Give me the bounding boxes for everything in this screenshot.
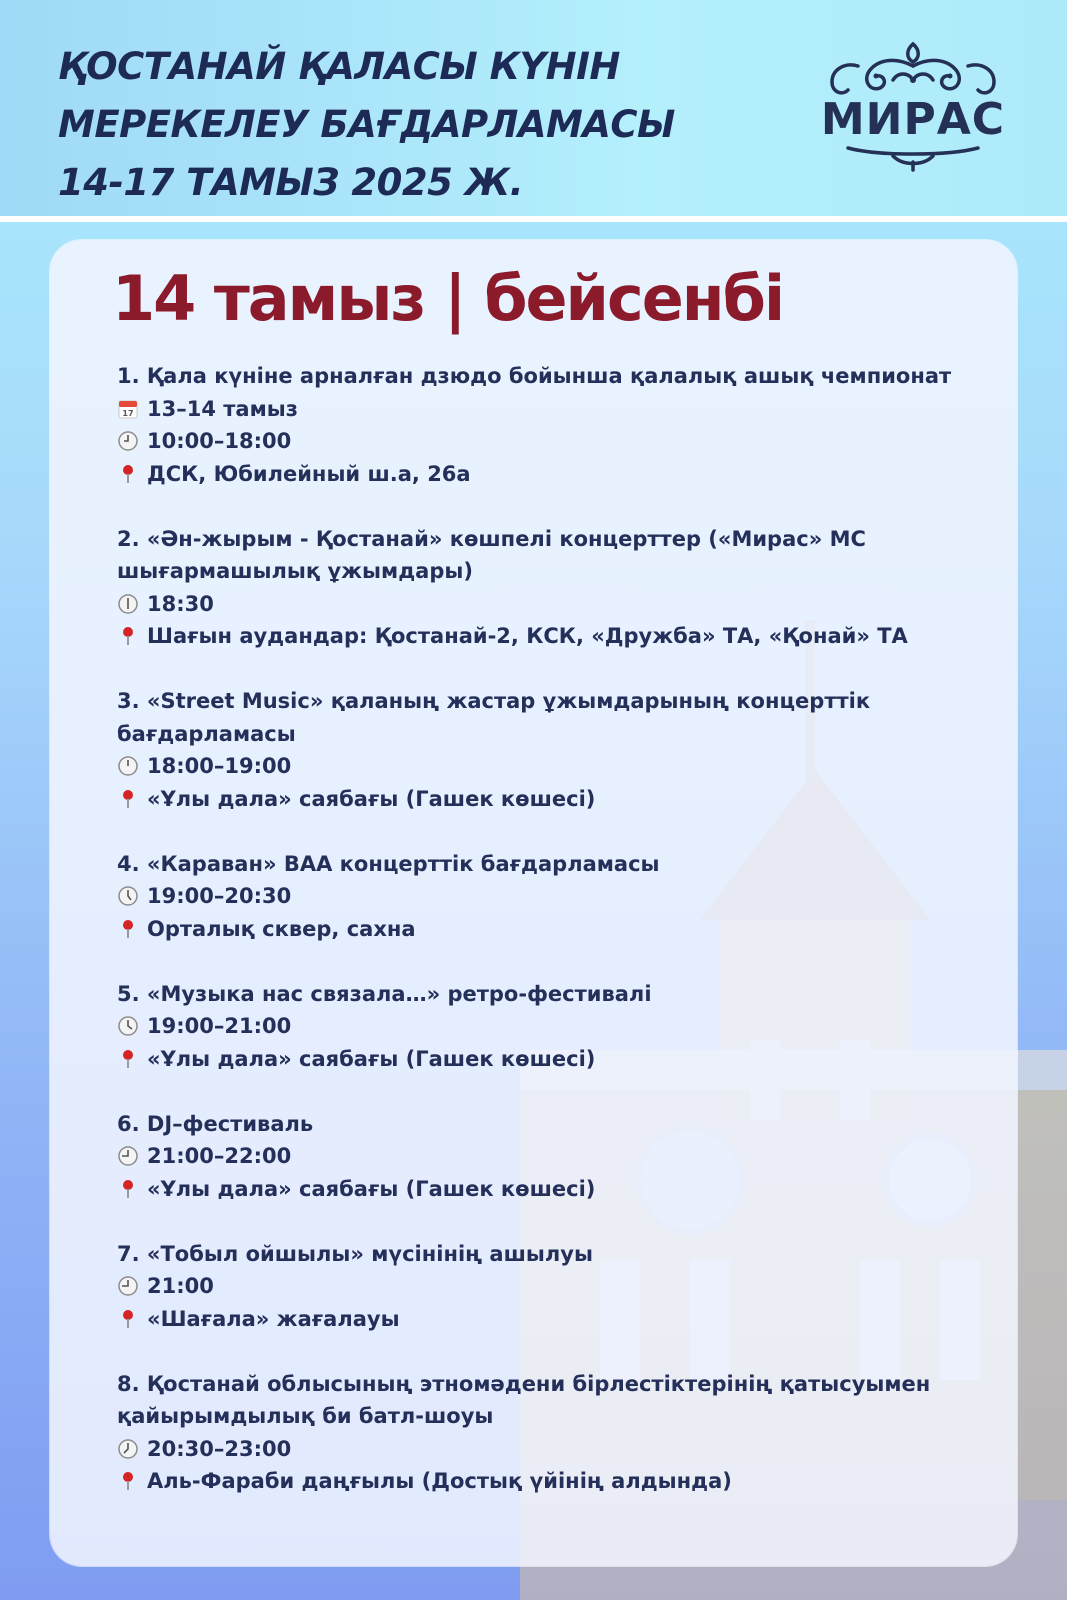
- event-time: 18:30: [147, 591, 214, 616]
- event-item: [117, 1108, 957, 1206]
- event-place-row: [117, 1173, 957, 1206]
- event-item: [117, 1238, 957, 1336]
- event-place-row: [117, 1303, 957, 1336]
- event-item: [117, 360, 957, 490]
- page-title: [58, 38, 758, 212]
- event-time: 21:00: [147, 1274, 214, 1298]
- title-line-1: ҚОСТАНАЙ ҚАЛАСЫ КҮНІН: [58, 45, 620, 88]
- event-time: 19:00–21:00: [147, 1014, 292, 1038]
- pin-icon: [117, 1048, 139, 1070]
- event-date-row: [117, 393, 957, 426]
- event-time-row: [117, 1010, 957, 1043]
- event-item: [117, 978, 957, 1076]
- event-place-row: [117, 620, 957, 653]
- event-title: 5. «Музыка нас связала…» ретро-фестивалі: [117, 981, 652, 1006]
- event-item: [117, 523, 957, 653]
- event-item: [117, 685, 957, 815]
- pin-icon: [117, 463, 139, 485]
- event-time: 20:30–23:00: [147, 1436, 292, 1461]
- event-time: 21:00–22:00: [147, 1144, 292, 1168]
- clock-icon: [117, 593, 139, 615]
- event-place: «Ұлы дала» саябағы (Гашек көшесі): [147, 786, 596, 811]
- svg-text:17: 17: [122, 408, 134, 418]
- event-place: Шағын аудандар: Қостанай-2, КСК, «Дружба» ТА, «Қонай» ТА: [147, 624, 908, 648]
- event-time-row: [117, 880, 957, 913]
- event-title: 3. «Street Music» қаланың жастар ұжымдарының концерттік бағдарламасы: [117, 689, 871, 746]
- event-title: 7. «Тобыл ойшылы» мүсінінің ашылуы: [117, 1241, 593, 1266]
- clock-icon: [117, 1438, 139, 1460]
- event-place-row: [117, 458, 957, 491]
- title-line-3: 14-17 ТАМЫЗ 2025 Ж.: [58, 161, 524, 204]
- event-place-row: [117, 1043, 957, 1076]
- event-place: ДСК, Юбилейный ш.а, 26а: [147, 461, 471, 486]
- clock-icon: [117, 755, 139, 777]
- pin-icon: [117, 1470, 139, 1492]
- event-title: 2. «Ән-жырым - Қостанай» көшпелі концерттер («Мирас» МС шығармашылық ұжымдары): [117, 526, 866, 583]
- clock-icon: [117, 1145, 139, 1167]
- header-banner: [0, 0, 1067, 222]
- event-place-row: [117, 1465, 957, 1498]
- event-time-row: [117, 1140, 957, 1173]
- event-title: 1. Қала күніне арналған дзюдо бойынша қалалық ашық чемпионат: [117, 364, 952, 388]
- clock-icon: [117, 1275, 139, 1297]
- event-place-row: [117, 783, 957, 816]
- event-title: 6. DJ–фестиваль: [117, 1111, 314, 1136]
- event-place: Аль-Фараби даңғылы (Достық үйінің алдында): [147, 1469, 732, 1493]
- pin-icon: [117, 918, 139, 940]
- event-title: 8. Қостанай облысының этномәдени бірлестіктерінің қатысуымен қайырымдылық би батл-шоуы: [117, 1371, 931, 1428]
- title-line-2: МЕРЕКЕЛЕУ БАҒДАРЛАМАСЫ: [58, 103, 675, 146]
- event-time-row: [117, 750, 957, 783]
- event-list: [117, 360, 957, 1530]
- event-place: «Шағала» жағалауы: [147, 1306, 400, 1331]
- pin-icon: [117, 788, 139, 810]
- miras-logo: [818, 36, 1008, 176]
- event-time-row: [117, 425, 957, 458]
- event-time-row: [117, 1270, 957, 1303]
- event-place-row: [117, 913, 957, 946]
- clock-icon: [117, 885, 139, 907]
- logo-text: МИРАС: [820, 94, 1006, 145]
- day-heading: 14 тамыз | бейсенбі: [112, 262, 784, 335]
- pin-icon: [117, 1178, 139, 1200]
- event-date: 13–14 тамыз: [147, 396, 298, 421]
- clock-icon: [117, 1015, 139, 1037]
- event-time-row: [117, 1433, 957, 1466]
- event-time: 18:00–19:00: [147, 754, 292, 778]
- pin-icon: [117, 1308, 139, 1330]
- event-time-row: [117, 588, 957, 621]
- event-item: [117, 1368, 957, 1498]
- event-place: «Ұлы дала» саябағы (Гашек көшесі): [147, 1046, 596, 1071]
- calendar-icon: [117, 398, 139, 420]
- event-item: [117, 848, 957, 946]
- event-place: «Ұлы дала» саябағы (Гашек көшесі): [147, 1176, 596, 1201]
- event-place: Орталық сквер, сахна: [147, 916, 416, 941]
- event-title: 4. «Караван» ВАА концерттік бағдарламасы: [117, 851, 660, 876]
- event-time: 10:00–18:00: [147, 429, 292, 453]
- clock-icon: [117, 430, 139, 452]
- pin-icon: [117, 625, 139, 647]
- event-time: 19:00–20:30: [147, 884, 292, 908]
